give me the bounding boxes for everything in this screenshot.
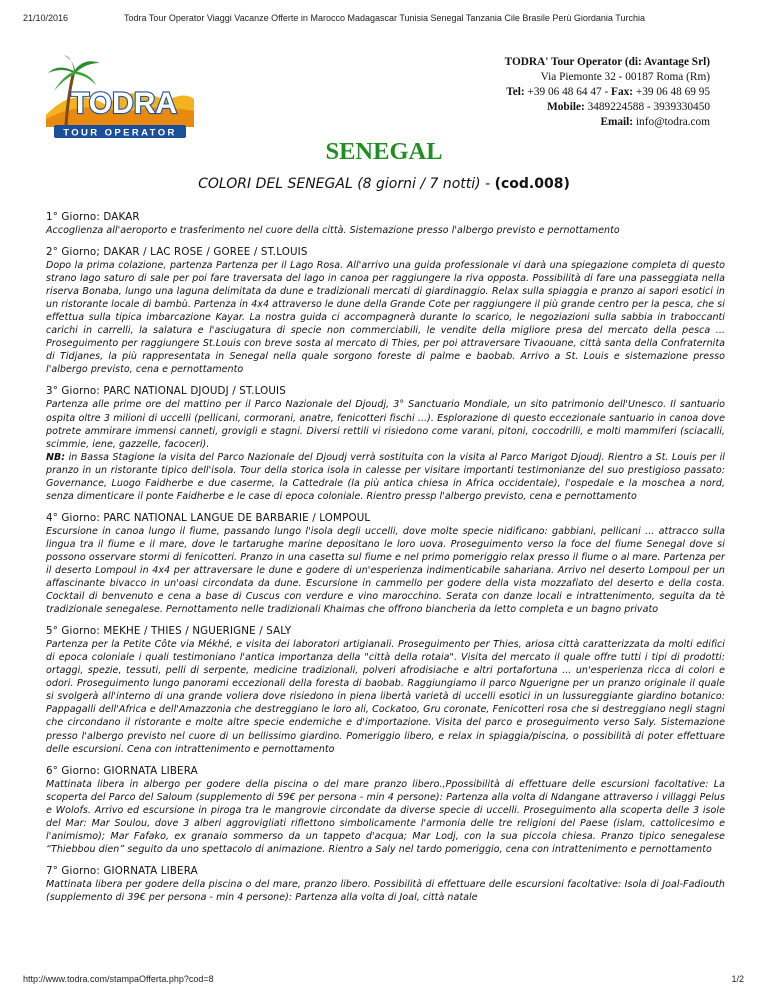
day-description: Mattinata libera per godere della piscina o del mare, pranzo libero. Possibilità di effettuare delle escursioni facoltative: Isola di Joal-Fadiouth (supplemento di 39€ per persona - min 4 persone): Partenza alla volta di Joal, città natale xyxy=(46,878,725,903)
day-description: Escursione in canoa lungo il fiume, passando lungo l'isola degli uccelli, dove molte specie nidificano: gabbiani, pellicani ... attracco sulla lingua tra il fiume e il mare, dove le tartarughe marine depositano le loro uova. Proseguimento verso la foce del fiume Senegal dove si possono osservare stormi di fenicotteri. Pranzo in una casetta sul fiume e nel primo pomeriggio relax presso il fiume o al mare. Partenza per il deserto Lompoul in 4x4 per attraversare le dune e godere di un'esperienza indimenticabile sahariana. Arrivo nel deserto Lompoul per un affascinante bivacco in un'oasi circondata da dune. Escursione in cammello per godere della vista mozzafiato del deserto e della costa. Cocktail di benvenuto e cena a base di Cuscus con verdure e vino marocchino. Serata con danze locali e intrattenimento, seguita da tè tradizionale senegalese. Pernottamento nelle tradizionali Khaimas che offrono biancheria da letto completa e un bagno privato xyxy=(46,525,725,616)
day-description: Accoglienza all'aeroporto e trasferimento nel cuore della città. Sistemazione presso l'albergo previsto e pernottamento xyxy=(46,225,620,236)
company-email-line xyxy=(505,115,710,130)
company-address: Via Piemonte 32 - 00187 Roma (Rm) xyxy=(540,71,710,83)
company-mobile-line xyxy=(505,100,710,115)
day-title: 5° Giorno: MEKHE / THIES / NGUERIGNE / SALY xyxy=(46,625,292,638)
fax-label: Fax: xyxy=(611,86,634,98)
todra-logo-icon xyxy=(44,55,194,143)
itinerary-day xyxy=(46,211,725,237)
country-title: SENEGAL xyxy=(325,138,443,165)
nb-label: NB: xyxy=(46,451,66,463)
day-title: 1° Giorno: DAKAR xyxy=(46,211,140,223)
day-description xyxy=(46,398,725,502)
day-description: Mattinata libera in albergo per godere della piscina o del mare pranzo libero.,Ppossibilità di effettuare delle escursioni facoltative: La scoperta del Parco del Saloum (supplemento di 59€ per persona - min 4 persone): Partenza alla volta di Ndangane attraverso i villaggi Pelus e Wolofs. Arrivo ed escursione in piroga tra le mangrovie circondate da diverse specie di uccelli. Proseguimento alla scoperta delle 3 isole del Mar: Mar Soulou, dove 3 alberi aggrovigliati riflettono simbolicamente l'armonia delle tre religioni del Paese (islam, cattolicesimo e l'animismo); Mar Fafako, ex granaio sommerso da un tappeto d'acqua; Mar Lodj, con la sua piccola chiesa. Pranzo tipico senegalese “Thiebbou dien” seguito da uno spettacolo di animazione. Rientro a Saly nel tardo pomeriggio, cena con intrattenimento e pernottamento xyxy=(46,778,725,855)
mobile-value: 3489224588 - 3939330450 xyxy=(587,101,710,113)
print-header xyxy=(23,13,744,25)
company-info xyxy=(505,55,710,130)
itinerary-day xyxy=(46,385,725,502)
day-title: 2° Giorno; DAKAR / LAC ROSE / GOREE / ST.LOUIS xyxy=(46,246,308,259)
print-date: 21/10/2016 xyxy=(23,13,69,23)
tour-name: COLORI DEL SENEGAL (8 giorni / 7 notti) - xyxy=(198,176,491,192)
itinerary-day xyxy=(46,512,725,616)
tel-label: Tel: xyxy=(506,86,525,98)
page-number: 1/2 xyxy=(731,974,744,984)
logo-tagline-text: TOUR OPERATOR xyxy=(63,127,177,139)
day-description: Partenza per la Petite Côte via Mékhé, e visita dei laboratori artigianali. Proseguimento per Thies, ariosa città caratterizzata da molti edifici di epoca coloniale i quali testimoniano l'antica importanza della "città della rotaia". Visita del mercato il quale offre tutti i tipi di prodotti: ortaggi, spezie, tessuti, pelli di serpente, medicine tradizionali, polveri afrodisiache e altri portafortuna ... un'esperienza ricca di colori e odori. Proseguimento lungo panorami eccezionali della foresta di baobab. Raggiungiamo il parco Nguerigne per un pranzo originale il quale si svolgerà all'interno di una grande voliera dove risiedono in piena libertà varietà di uccelli esotici in un lussureggiante giardino botanico: Pappagalli dell'Africa e dell'Amazzonia che destreggiano le loro ali, Cockatoo, Gru coronate, Fenicotteri rosa che si destreggiano negli stagni che circondano il ristorante e molte altre specie endemiche e d'importazione. Visita del parco e proseguimento verso Saly. Sistemazione presso l'albergo previsto nel cuore di un bellissimo giardino. Pomeriggio libero, e relax in spiaggia/piscina, o possibilità di poter effettuare delle escursioni. Cena con intrattenimento e pernottamento xyxy=(46,639,725,755)
print-url: http://www.todra.com/stampaOfferta.php?cod=8 xyxy=(23,974,214,984)
day-title: 3° Giorno: PARC NATIONAL DJOUDJ / ST.LOUIS xyxy=(46,385,286,398)
day-title: 7° Giorno: GIORNATA LIBERA xyxy=(46,864,198,877)
print-page-title: Todra Tour Operator Viaggi Vacanze Offerte in Marocco Madagascar Tunisia Senegal Tanzania Cile Brasile Perù Giordania Turchia xyxy=(124,13,645,23)
logo-brand-text: TODRA xyxy=(70,87,178,120)
tour-subtitle xyxy=(0,176,768,192)
print-footer xyxy=(23,974,744,994)
itinerary-day xyxy=(46,625,725,755)
day-title: 6° Giorno: GIORNATA LIBERA xyxy=(46,764,198,777)
email-label: Email: xyxy=(600,116,634,128)
day-description: Dopo la prima colazione, partenza Partenza per il Lago Rosa. All'arrivo una guida professionale vi darà una spiegazione completa di questo strano lago saturo di sale per poi fare traversata del lago in canoa per raggiungere la riva opposta. Possibilità di fare una passeggiata nella riserva Bonaba, lungo una laguna delimitata da dune e tradizionali mercati di giardinaggio. Relax sulla spiaggia e pranzo ai sapori esotici in un ristorante locale di bambù. Partenza in 4x4 attraverso le dune della Grande Cote per raggiungere il più grande centro per la pesca, che si effettua sulla tipica imbarcazione Kayar. La nostra guida ci accompagnerà durante lo scarico, le negoziazioni sulla sabbia in traboccanti carichi in carrelli, la salatura e l'asciugatura di specie non commerciabili, le vendite della migliore presa del mercato della pesca ... Proseguimento per raggiungere St.Louis con breve sosta al mercato di Thies, per poi attraversare Tivaouane, città santa della Confraternita di Tidjanes, la più rappresentata in Senegal nella quale sorgono foreste di palme e baobab. Arrivo a St. Louis e sistemazione presso l'albergo previsto, cena e pernottamento xyxy=(46,260,725,376)
day-description-text: Partenza alle prime ore del mattino per il Parco Nazionale del Djoudj, 3° Sanctuario Mondiale, un sito patrimonio dell'Unesco. Il santuario ospita oltre 3 milioni di uccelli (pellicani, cormorani, anatre, fenicotteri fischi ...). Esplorazione di questo eccezionale santuario in canoa dove potrete ammirare immensi canneti, grovigli e stagni. Diversi rettili vi risiedono come varani, pitoni, coccodrilli, e molti mammiferi (sciacalli, scimmie, iene, gazzelle, facoceri). xyxy=(46,399,725,450)
day-title: 4° Giorno: PARC NATIONAL LANGUE DE BARBARIE / LOMPOUL xyxy=(46,511,371,524)
company-name: TODRA' Tour Operator (di: Avantage Srl) xyxy=(504,56,710,68)
nb-text: in Bassa Stagione la visita del Parco Nazionale del Djoudj verrà sostituita con la visita al Parco Marigot Djoudj. Rientro a St. Louis per il pranzo in un ristorante tipico dell'isola. Tour della storica isola in calesse per visitare importanti testimonianze del suo prestigioso passato: Governance, Luogo Faidherbe e due caserme, la Cattedrale (la più antica chiesa in Africa occidentale), l'ospedale e la moschea a nord, senza dimenticare il ponte Faidherbe e le case di epoca coloniale. Rientro pressp l'albergo previsto, cena e pernottamento xyxy=(46,451,725,502)
itinerary-day xyxy=(46,246,725,376)
itinerary-day xyxy=(46,765,725,856)
tour-code: (cod.008) xyxy=(494,176,570,192)
tel-value: +39 06 48 64 47 xyxy=(527,86,602,98)
itinerary xyxy=(46,211,725,913)
todra-logo xyxy=(44,55,194,143)
company-phone-line: Tel: +39 06 48 64 47 - Fax: +39 06 48 69 95 xyxy=(506,86,710,98)
mobile-label: Mobile: xyxy=(547,101,585,113)
itinerary-day xyxy=(46,865,725,904)
email-value: info@todra.com xyxy=(635,116,710,128)
fax-value: +39 06 48 69 95 xyxy=(635,86,710,98)
